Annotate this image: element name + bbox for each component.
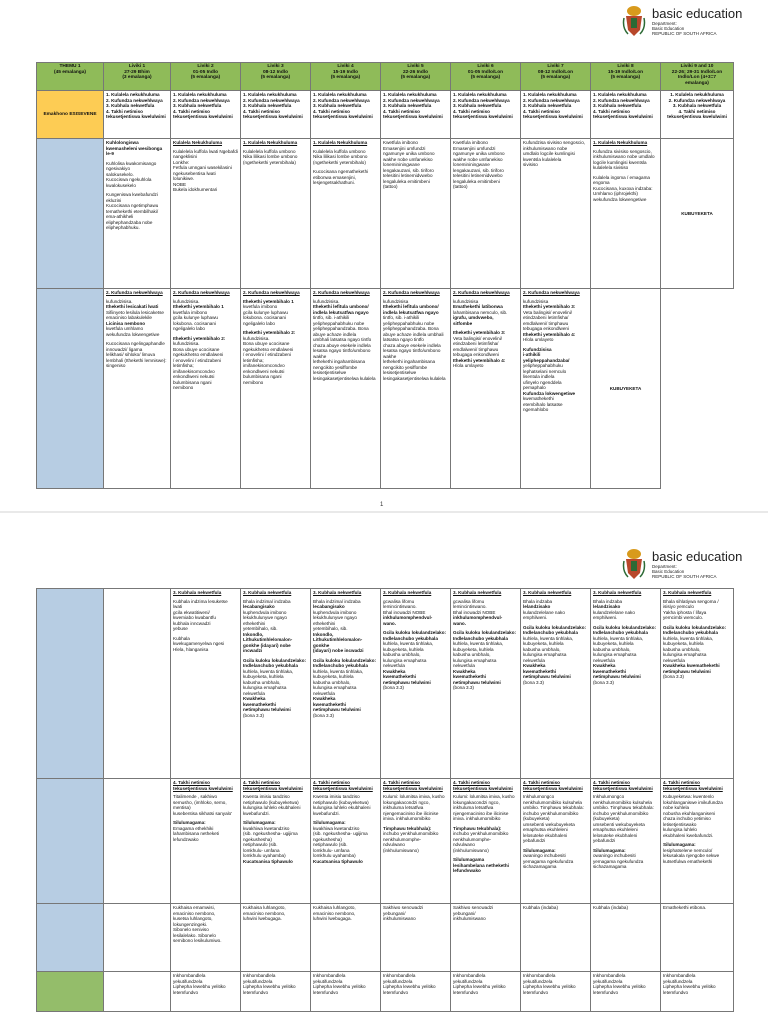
cell-r1-c4: 1. Kulalela Nekukhuluma Kulalelela kuffola umbono Nika lilikasi lombe umbono (ngethekethi yetembihalo) Kucocisana ngemathekethi etibonwa emasenjini, lesjengetsakhathuni. xyxy=(311,139,381,289)
cell-r5-c3: Kukhaisa luhlangoto, emaciniso nembono, luhwini lwebugaga. xyxy=(241,904,311,972)
cell-r5-c7: Kubhala (indaba) xyxy=(521,904,591,972)
cell-r5-c4: Kukhaisa luhlangoto, emaciniso nembono, luhwini lwebugaga. xyxy=(311,904,381,972)
page-number: 1 xyxy=(380,502,384,508)
side-green xyxy=(37,972,104,1012)
header-week-9-10: Liviki 9 and 10 22-26; 29-31 Indlo/Lon Indlo/Lon (4+3=7 emalanga) xyxy=(661,63,734,91)
cell-r1-c2: Kulalela Nekukhuluma Kulalelela kuffola lwati Ngebafdi nangeklisini Lonkhe: Fetfula umngani wasekilasini ngekusebentisa lwati lolunikiwe. NOBE Bukela idokhumentari xyxy=(171,139,241,289)
cell-r2-c3: 2. Kufundza nekwehlwaya Ithekethi yetembihalo 1 kwetfula imibono gcila kulunye luphawu lokubona. cocisanani ngeligalelo labo Ithekethi yetembihalo 2: kufundzisisa. Bona ubuye ucocisane ngekukhetso emdlalweni / enovelini / etindzabeni letimfisha; imifanekisomcondvo enkondlweni nekutsi bulumbisana ngani nemibono xyxy=(241,289,311,489)
review-label: KUBUYEKETA xyxy=(591,289,661,489)
cell-r3-c4: 3. Kubhala nekwetfula Bhala indzima/ indzaba lecabangisako kuphendvula imibono lekukhulunywe ngayo ethekethini yetembihalo, sib. Inkondlo, Lithukutimhlelomalon- gonkhe (idayari) nobe incwadzi Gcila kuloku lokulandzelako: Indlelanchubo yekubhala kuhlela, kwenta tinhlaka, kubuyeketa, kuhlela kabusha umbhalo, kulungisa emaphutsa nekwetfula Kwakheka kwemathekethi netimphawu telulwimi (bona 3.3) xyxy=(311,589,381,779)
page-1 xyxy=(0,0,768,511)
cell-r6-c5: Inkhombandlela yekutifundzela Liphepha lewebhu yelitiko letemfundvo xyxy=(381,972,451,1012)
cell-r4-c2: 4. Takhi netimiso tekusetjentiswa kwelulwimi Titalimende , sakhiwo semusho, (imhloko, semo, mentisa) kusebentisa sikhatsi sanyalo' Silulumagama: Emagama ethekhiki lahambisana netheketi lefundzwako xyxy=(171,779,241,904)
skills-cell: 1. Kulalela nekukhuluma 2. Kufundza nekwehlwaya 3. Kubhala nekwetfula 4. Takhi netimiso tekusetjentiswa kwelulwimi xyxy=(451,91,521,139)
skills-cell: 1. Kulalela nekukhuluma 2. Kufundza nekwehlwaya 3. Kubhala nekwetfula 4. Takhi netimiso tekusetjentiswa kwelulwimi xyxy=(591,91,661,139)
cell-r5-c5: Sakhiwo sencwadzi yebungani/ inkhulumiswano xyxy=(381,904,451,972)
brand-title: basic education xyxy=(652,6,743,21)
header-week-2: Liviki 2 01-05 Indlo (5 emalanga) xyxy=(171,63,241,91)
cell-r6-c8: Inkhombandlela yekutifundzela Liphepha lewebhu yelitiko letemfundvo xyxy=(591,972,661,1012)
skills-cell: 1. Kulalela nekukhuluma 2. Kufundza nekwehlwaya 3. Kubhala nekwetfula 4. Takhi netimiso tekusetjentiswa kwelulwimi xyxy=(171,91,241,139)
cell-r4-c9: 4. Takhi netimiso tekusetjentiswa kwelulwimi Kubuyeketwa: kwentenlo lokuhlanganiswe imikufundza nobe kuhlela nobusha ekuhlanganiseni chaza inchubo yetimiso letisetjentiswako kulungisa luhlelo ekubhaleni kwebafundzi. Silulumagama: lesiphatselene nemculo/ lekusakala njengobe sekwe kutsetfulwa emathekethi xyxy=(661,779,734,904)
header-week-8: Liviki 8 15-19 Indlo/Lon (5 emalanga) xyxy=(591,63,661,91)
listening-row xyxy=(37,139,734,289)
language-row xyxy=(37,779,734,904)
resources-row xyxy=(37,972,734,1012)
cell-r2-c1: 2. Kufundza nekwehlwaya kufundzisisa. Ithekethi lesicakati lwati Sifiinyeto lesilula lesicaketse emaciniso labakulekile Licinisa nembono kwetfula umhlamo wekufundza lokwengetiwe Kucocisana ngelingaphandle inncwadzi/ ligama lelikhasi/ sihloko/ limuva lembhali (Ithekethi lemniswe): singeniso xyxy=(104,289,171,489)
header-week-6: Liviki 6 01-05 Indlo/Lon (5 emalanga) xyxy=(451,63,521,91)
skills-cell: 1. Kulalela nekukhuluma 2. Kufundza nekwehlwaya 3. Kubhala nekwetfula 4. Takhi netimiso tekusetjentiswa kwelulwimi xyxy=(661,91,734,139)
cell-r6-c9: Inkhombandlela yekutifundzela Liphepha lewebhu yelitiko letemfundvo xyxy=(661,972,734,1012)
skills-cell: 1. Kulalela nekukhuluma 2. Kufundza nekwehlwaya 3. Kubhala nekwetfula 4. Takhi netimiso tekusetjentiswa kwelulwimi xyxy=(381,91,451,139)
cell-r2-c4: 2. Kufundza nekwehlwaya kufundzisisa. Ithekethi lefitula umbono/ indlela lekutsatfwa ngayo tintfo, sib. i-athikili yelipheppahabhuku nobe yelipheppahandzaba. Bona abuye achaze indlela umbhali latsatsa ngayo tintfo chaza abuye esekele indlela lesatsa ngayo tintfo/umbono wakhe lethekethi ingahambisana nengcikito yesiffombe lesisetjentiselwe lesingakasetjentiselwa kulalela xyxy=(311,289,381,489)
cell-r1-c6: Kwetfula imibono Emasenjini umfundzi ngamunye unika umbono wakhe nobe umfanekiso lonemininingwane lengakauzani, sib. tiriforo telesitini letinemidvwebo lengaluleka emitimbeni (tattoo) xyxy=(451,139,521,289)
atp-table-page-2 xyxy=(36,588,734,1012)
reading-row xyxy=(37,289,734,489)
brand-logo xyxy=(622,547,762,587)
header-week-7: Liviki 7 08-12 Indlo/Lon (5 emalanga) xyxy=(521,63,591,91)
header-row xyxy=(37,63,734,91)
cell-r2-c5: 2. Kufundza nekwehlwaya kufundzisisa Ithekethi lefitula umbono/ indlela lekutsatfwa ngayo tintfo, sib. i-athikili yelipheppahabhuku nobe yelipheppahandzaba. Bona abuye achaze indlela umbhali latsatsa ngayo tintfo chaza abuye esekele indlela lesatsa ngayo tintfo/umbono wakhe lethekethi ingahambisana nengcikito yesiffombe lesisetjentiselwe lesingakasetjentiselwa kulalela xyxy=(381,289,451,489)
side-label-skills: Emakhono ESISEVENE xyxy=(37,91,104,139)
extra-row xyxy=(37,904,734,972)
cell-r2-c7: 2. Kufundza nekwehlwaya kufundzisisa Ithekethi yetembihalo 3: Veta balingisi/ enovelini/ etindzabeni letimfisha/ emdlalweni/ timphawu tebugaga enkondlweni Ithekethi yetembihalo 4: Hlola umlayeto Kufundzisisa i-athikili yelipheppahandzaba/ yelipheppahabhuku lephatselani nemculo lisentula indlela ufinyelo ngenddela pemaphalo Kufundza lokwengetiwe kwemathekethi etembihalo latsatse ngemahlobo xyxy=(521,289,591,489)
cell-r4-c6: 4. Takhi netimiso tekusetjentiswa kwelulwimi Kulumi: lolumitsa imiva, kusho lokungakacondzi ngco, inkhuluma letsatfwa njengemaciniso ibe ilicinise imiva. inkhulumomibiko Timphawu tekubhala): inchubo yenkhulumomibiko nenkhulumomphe- ndvulwano (inkhulumiswano) Silulumagama lesihambelana nethekethi lefundvwako xyxy=(451,779,521,904)
brand-logo xyxy=(622,4,762,44)
skills-cell: 1. Kulalela nekukhuluma 2. Kufundza nekwehlwaya 3. Kubhala nekwetfula 4. Takhi netimiso tekusetjentiswa kwelulwimi xyxy=(311,91,381,139)
cell-r4-c5: 4. Takhi netimiso tekusetjentiswa kwelulwimi Kulumi: lolumitsa imiva, kusho lokungakacondzi ngco, inkhuluma letsatfwa njengemaciniso ibe ilicinise imiva. inkhulumomibiko Timphawu tekubhala): inchubo yenkhulumomibiko nenkhulumomphe- ndvulwano (inkhulumiswano) xyxy=(381,779,451,904)
header-week-4: Liviki 4 15-19 Indlo (5 emalanga) xyxy=(311,63,381,91)
header-week-3: Liviki 3 08-12 Indlo (5 emalanga) xyxy=(241,63,311,91)
cell-r3-c9: 3. Kubhala nekwetfula Bhala sihlatiywa sengoma / isisiyo yemculo Yakha iphosta / lifaya yemcimbi wemculo. Gcila kuloku lokulandzelako: Indlelanchubo yekubhala kuhlela, kwenta tinhlaka, kubuyeketa, kuhlela kabusha umbhalo, kulungisa emaphutsa nekwetfula Kwakheka kwemathekethi netimphawu telulwimi (bona 3.3) xyxy=(661,589,734,779)
cell-r6-c4: Inkhombandlela yekutifundzela Liphepha lewebhu yelitiko letemfundvo xyxy=(311,972,381,1012)
cell-r6-c7: Inkhombandlela yekutifundzela Liphepha lewebhu yelitiko letemfundvo xyxy=(521,972,591,1012)
header-week-1: Liviki 1 27-29 Bhim (3 emalanga) xyxy=(104,63,171,91)
cell-r4-c1 xyxy=(104,779,171,904)
side-blue xyxy=(37,779,104,904)
cell-r1-c1: Kuhlolongiswa kwemasheleni wesibonga le-9 Kuhlolisa kwakomisango ngesivakiyo salokusekelo. Kucociswa ngekuhlola kwalokusekelo Kungeniswa kwebafundzi ekluzini Kucocisana ngetimphawu temathekethi etembilhaki/ ema-athikheli eliphephandzaba nobe eliphephabhuku. xyxy=(104,139,171,289)
skills-cell: 1. Kulalela nekukhuluma 2. Kufundza nekwehlwaya 3. Kubhala nekwetfula 4. Takhi netimiso tekusetjentiswa kwelulwimi xyxy=(521,91,591,139)
skills-cell: 1. Kulalela nekukhuluma 2. Kufundza nekwehlwaya 3. Kubhala nekwetfula 4. Takhi netimiso tekusetjentiswa kwelulwimi xyxy=(104,91,171,139)
cell-r3-c5: 3. Kubhala nekwetfula gcwalisa lifomu lemincintiswano. Bhal incwadzi NOBE inkhulumomphendvul- wano. Gcila kuloku lokulandzelako: Indlelanchubo yekubhala kuhlela, kwenta tinhlaka, kubuyeketa, kuhlela kabusha umbhalo, kulungisa emaphutsa nekwetfula Kwakheka kwemathekethi netimphawu telulwimi (bona 3.3) xyxy=(381,589,451,779)
cell-r5-c6: Sakhiwo sencwadzi yebungani/ inkhulumiswano xyxy=(451,904,521,972)
coat-of-arms-icon xyxy=(622,547,646,581)
page-2 xyxy=(0,513,768,1024)
cell-r3-c2: 3. Kubhala nekwetfula Kubhala indzima lesuketse lwati gcila ekwatitiweni/ kwemiabo kwabantfu kubhala inncwadzi yebuse Kubhala kwekugamenyelwa ngesi Hlela, hlanganisa xyxy=(171,589,241,779)
cell-r4-c7: 4. Takhi netimiso tekusetjentiswa kwelulwimi Inkhulumongco nenkhulumomibiko kulsuhela umbiko. Timphawu tekubhala: inchubo yenkhulumomibiko (kubuyeketa) umsebenti wekubuyeketa emaphutsa ekuhleleni lelosuteke ekubhaleni yebafundzi Silulumagama: owaningo inchubesiti yemagama ngekufundza sichazamagama xyxy=(521,779,591,904)
brand-subtitle: Department: Basic Education REPUBLIC OF SOUTH AFRICA xyxy=(652,21,717,36)
coat-of-arms-icon xyxy=(622,4,646,38)
cell-r2-c6: 2. Kufundza nekwehlwaya kufundzisisa Emathekethi latibonwa lahambisana nemculo, sib. igrafu, umdvwebo, sitfombe Ithekethi yetembihalo 3: Veta balingisi/ enovelini/ etindzabeni letimfisha/ emdlalweni/ timphawu tebugaga enkondlweni Ithekethi yetembihalo 4: Hlola umlayeto xyxy=(451,289,521,489)
side-blue xyxy=(37,139,104,289)
cell-r6-c2: Inkhombandlela yekutifundzela Liphepha lewebhu yelitiko letemfundvo xyxy=(171,972,241,1012)
brand-subtitle: Department: Basic Education REPUBLIC OF SOUTH AFRICA xyxy=(652,564,717,579)
brand-title: basic education xyxy=(652,549,743,564)
cell-r1-c7: Kufundzisa sivisiso sengoscio, inkhulumiswano nobe umdlalo logcile kumlingisi kwentsla kulalelela sivisiso xyxy=(521,139,591,289)
cell-r5-c2: Kukhaisa emamwisi, emaciniso nembono, kusetsa luhlangoto, lokungenzingeki. Sibonelo seniviso lesilalelako. Sibonelo semibono lesikulumiwo. xyxy=(171,904,241,972)
cell-r2-c2: 2. Kufundza nekwehlwaya kufundzisisa. Ithekethi yetembihalo 1 kwetfula imibono gcila kulunye luphawu lokubona. cocisanani ngeligalelo labo Ithekethi yetembihalo 2: kufundzisisa. Bona ubuye ucocisane ngekukhetso emdlalweni / enovelini / etindzabeni letimfisha; imifanekisomcondvo enkondlweni nekutsi bulumbisana ngani nemibono xyxy=(171,289,241,489)
cell-r4-c3: 4. Takhi netimiso tekusetjentiswa kwelulwimi Kwenta imisiu tandziso netiphawulo (kubuyeketwa) kulungisa luhlelo ekubhaleni kwebafundzi. Silulumagama: kwakhiwa kwetandziso (sib. ngekushesha- ugijima ngekushesha) netiphawulo (sib. lomkhulu- umfana lomkhulu uyahamba) Kucatsanisa tiphawulo xyxy=(241,779,311,904)
cell-r5-c8: Kubhala (indaba) xyxy=(591,904,661,972)
cell-r4-c4: 4. Takhi netimiso tekusetjentiswa kwelulwimi Kwenta imisiu tandziso netiphawulo (kubuyeketwa) kulungisa luhlelo ekubhaleni kwebafundzi. Silulumagama: kwakhiwa kwetandziso (sib. ngekushesha- ugijima ngekushesha) netiphawulo (sib. lomkhulu- umfana lomkhulu uyahamba) Kucatsanisa tiphawulo xyxy=(311,779,381,904)
side-blue xyxy=(37,589,104,779)
cell-r1-c5: Kwetfula imibono Emasenjini umfundzi ngamunye unika umbono wakhe nobe umfanekiso lonemininingwane lengakauzani, sib. tiriforo telesitini letinemidvwebo lengaluleka emitimbeni (tattoo) xyxy=(381,139,451,289)
header-week-5: Liviki 5 22-26 Indlo (5 emalanga) xyxy=(381,63,451,91)
skills-row xyxy=(37,91,734,139)
side-blue xyxy=(37,904,104,972)
cell-r3-c7: 3. Kubhala nekwetfula Bhala indzaba lelandzisako kulandzelelane nako emphilweni. Gcila kuloku lokulandzelako: Indlelanchubo yekubhala kuhlela, kwenta tinhlaka, kubuyeketa, kuhlela kabusha umbhalo, kulungisa emaphutsa nekwetfula Kwakheka kwemathekethi netimphawu telulwimi (bona 3.3) xyxy=(521,589,591,779)
cell-r3-c1 xyxy=(104,589,171,779)
cell-r4-c8: 4. Takhi netimiso tekusetjentiswa kwelulwimi Inkhulumongco nenkhulumomibiko kulsuhela umbiko. Timphawu tekubhala: inchubo yenkhulumomibiko (kubuyeketa) umsebenti wekubuyeketa emaphutsa ekuhleleni lelosuteke ekubhaleni yebafundzi Silulumagama: owaningo inchubesiti yemagama ngekufundza sichazamagama xyxy=(591,779,661,904)
cell-r6-c1 xyxy=(104,972,171,1012)
header-theme: THEMU 1 (45 emalanga) xyxy=(37,63,104,91)
cell-r3-c6: 3. Kubhala nekwetfula gcwalisa lifomu lemincintiswano. Bhal incwadzi NOBE inkhulumomphendvul- wano. Gcila kuloku lokulandzelako: Indlelanchubo yekubhala kuhlela, kwenta tinhlaka, kubuyeketa, kuhlela kabusha umbhalo, kulungisa emaphutsa nekwetfula Kwakheka kwemathekethi netimphawu telulwimi (bona 3.3) xyxy=(451,589,521,779)
atp-table-page-1 xyxy=(36,62,734,489)
cell-r6-c3: Inkhombandlela yekutifundzela Liphepha lewebhu yelitiko letemfundvo xyxy=(241,972,311,1012)
cell-r5-c1 xyxy=(104,904,171,972)
side-blue xyxy=(37,289,104,489)
review-label: KUBUYEKETA xyxy=(661,139,734,289)
skills-cell: 1. Kulalela nekukhuluma 2. Kufundza nekwehlwaya 3. Kubhala nekwetfula 4. Takhi netimiso tekusetjentiswa kwelulwimi xyxy=(241,91,311,139)
cell-r3-c3: 3. Kubhala nekwetfula Bhala indzima/ indzaba lecabangisako kuphendvula imibono lekukhulunywe ngayo ethekethini yetembihalo, sib. Inkondlo, Lithukutimhlelomalon- gonkhe (idayari) nobe incwadzi Gcila kuloku lokulandzelako: Indlelanchubo yekubhala kuhlela, kwenta tinhlaka, kubuyeketa, kuhlela kabusha umbhalo, kulungisa emaphutsa nekwetfula Kwakheka kwemathekethi netimphawu telulwimi (bona 3.3) xyxy=(241,589,311,779)
cell-r6-c6: Inkhombandlela yekutifundzela Liphepha lewebhu yelitiko letemfundvo xyxy=(451,972,521,1012)
cell-r5-c9: Emathekethi etibona. xyxy=(661,904,734,972)
cell-r1-c8: 1. Kulalela Nekukhuluma Kufundza sivisiso sengoscio, inkhulumiswano nobe umdlalo logcile kumlingisi kwentsla kulalelela sivisiso Kulalela ingoma / emagama engoma Kucocisana, kuxoxa indzaba: Umhlamo (iphrojekthi) wekufundza lokwengetiwe xyxy=(591,139,661,289)
writing-row xyxy=(37,589,734,779)
cell-r1-c3: 1. Kulalela Nekukhuluma Kulalelela kuffola umbono Nika lilikasi lombe umbono (ngethekethi yetembihala) xyxy=(241,139,311,289)
cell-r3-c8: 3. Kubhala nekwetfula Bhala indzaba lelandzisako kulandzelelane nako emphilweni. Gcila kuloku lokulandzelako: Indlelanchubo yekubhala kuhlela, kwenta tinhlaka, kubuyeketa, kuhlela kabusha umbhalo, kulungisa emaphutsa nekwetfula Kwakheka kwemathekethi netimphawu telulwimi (bona 3.3) xyxy=(591,589,661,779)
